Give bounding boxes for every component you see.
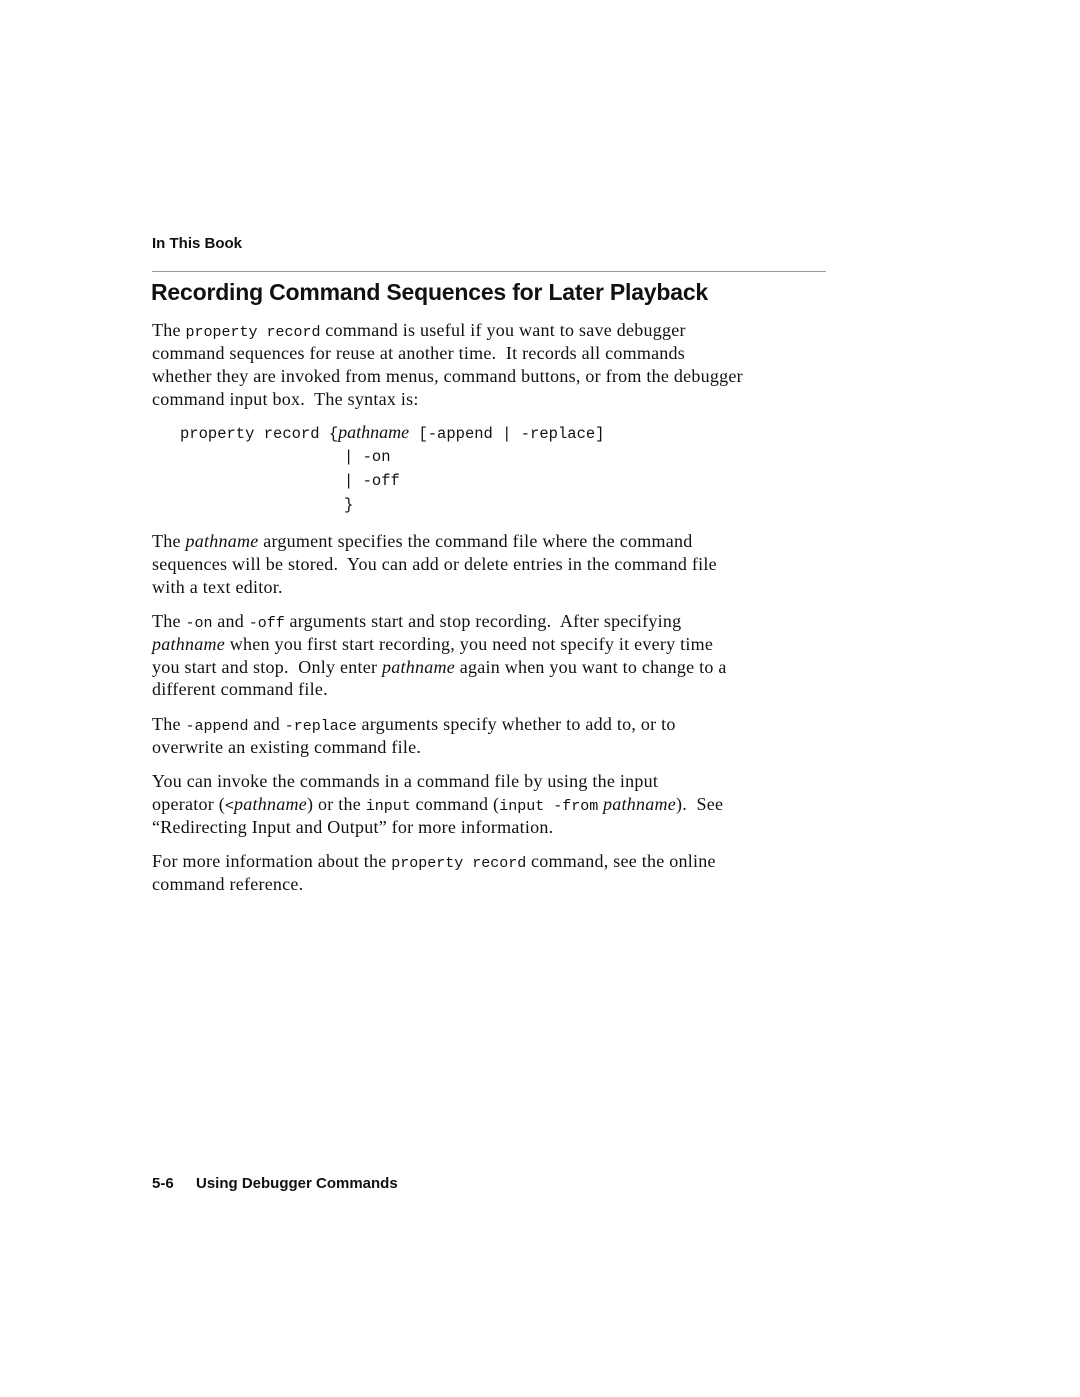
text-run: different command file. (152, 679, 328, 699)
syntax-line-2: | -on (344, 448, 391, 466)
paragraph-3-line (152, 656, 727, 678)
paragraph-5-line (152, 793, 723, 815)
syntax-line-3: | -off (344, 472, 400, 490)
text-run: You can invoke the commands in a command file by using the input (152, 771, 659, 791)
paragraph-6-line (152, 873, 303, 895)
paragraph-3-line (152, 610, 681, 632)
inline-code: property record (391, 855, 527, 872)
paragraph-4-line (152, 713, 676, 735)
text-run: The (152, 611, 186, 631)
syntax-argument: pathname (338, 422, 410, 442)
paragraph-1-line (152, 388, 419, 410)
header-rule (152, 271, 826, 272)
text-run: whether they are invoked from menus, command buttons, or from the debugger (152, 366, 743, 386)
text-run: when you first start recording, you need not specify it every time (225, 634, 714, 654)
text-run: sequences will be stored. You can add or delete entries in the command file (152, 554, 717, 574)
syntax-command: property record { (180, 425, 339, 443)
text-run: command input box. The syntax is: (152, 389, 419, 409)
emphasis: pathname (381, 657, 455, 677)
paragraph-5-line (152, 770, 658, 792)
text-run: you start and stop. Only enter (152, 657, 382, 677)
chapter-title: Using Debugger Commands (196, 1175, 398, 1192)
text-run: arguments start and stop recording. After specifying (284, 611, 682, 631)
running-header: In This Book (152, 235, 242, 252)
paragraph-2-line (152, 576, 283, 598)
text-run: again when you want to change to a (454, 657, 727, 677)
text-run: argument specifies the command file where the command (258, 531, 693, 551)
inline-code: < (224, 798, 234, 815)
syntax-line-4: } (344, 496, 354, 514)
text-run: command ( (410, 794, 500, 814)
text-run: For more information about the (152, 851, 392, 871)
text-run: ) or the (306, 794, 366, 814)
text-run: operator ( (152, 794, 225, 814)
syntax-options: [-append | -replace] (409, 425, 605, 443)
emphasis: pathname (233, 794, 307, 814)
text-run: overwrite an existing command file. (152, 737, 422, 757)
paragraph-3-line (152, 678, 328, 700)
emphasis: pathname (152, 634, 225, 654)
inline-code: input -from (499, 798, 599, 815)
text-run: command is useful if you want to save debugger (320, 320, 686, 340)
text-run: arguments specify whether to add to, or to (356, 714, 676, 734)
text-run: command reference. (152, 874, 304, 894)
inline-code: -on (185, 615, 213, 632)
syntax-line-1 (180, 422, 604, 445)
paragraph-2-line (152, 553, 717, 575)
inline-code: property record (185, 324, 321, 341)
paragraph-2-line (152, 530, 693, 552)
text-run: The (152, 531, 186, 551)
text-run: command sequences for reuse at another time. It records all commands (152, 343, 686, 363)
text-run: and (212, 611, 249, 631)
text-run: The (152, 320, 186, 340)
paragraph-1-line (152, 319, 686, 341)
inline-code: -append (185, 718, 249, 735)
paragraph-3-line (152, 633, 713, 655)
paragraph-4-line (152, 736, 421, 758)
paragraph-1-line (152, 365, 743, 387)
inline-code: input (365, 798, 411, 815)
emphasis: pathname (185, 531, 259, 551)
text-run: with a text editor. (152, 577, 283, 597)
text-run: command, see the online (526, 851, 716, 871)
text-run: “Redirecting Input and Output” for more information. (152, 817, 554, 837)
inline-code: -replace (284, 718, 357, 735)
text-run: The (152, 714, 186, 734)
emphasis: pathname (603, 794, 676, 814)
text-run: ). See (676, 794, 724, 814)
page-title: Recording Command Sequences for Later Playback (151, 279, 709, 305)
paragraph-1-line (152, 342, 685, 364)
inline-code: -off (248, 615, 285, 632)
page-number: 5-6 (152, 1175, 174, 1192)
paragraph-6-line (152, 850, 716, 872)
paragraph-5-line (152, 816, 553, 838)
text-run: and (248, 714, 285, 734)
